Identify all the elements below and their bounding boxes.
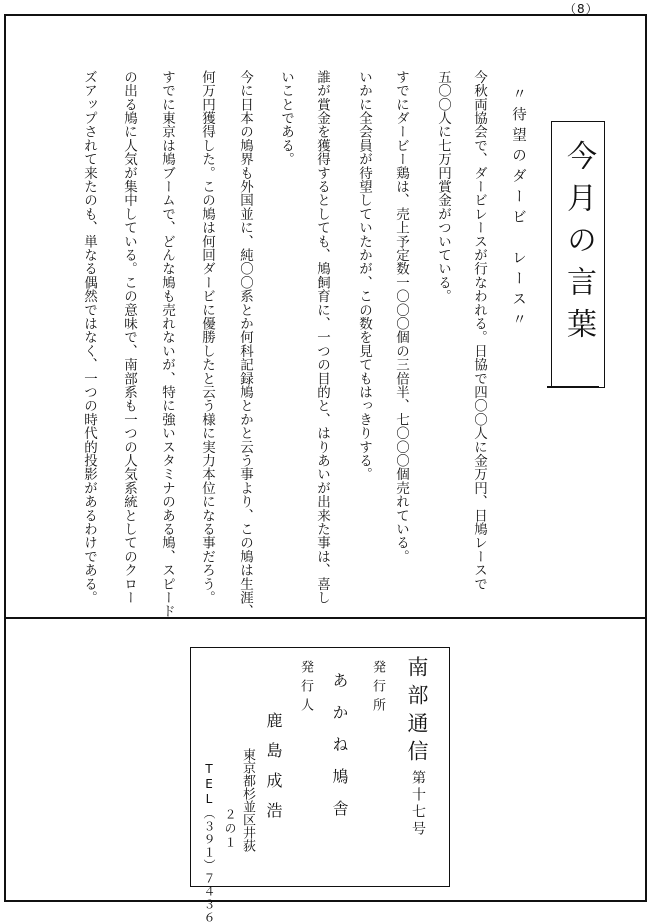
- body-column: 今秋両協会で、ダービレースが行なわれる。日協で四〇〇人に金万円、日鳩レースで: [471, 70, 487, 591]
- body-column: 五〇〇人に七万円賞金がついている。: [435, 70, 451, 303]
- body-column: いことである。: [278, 70, 294, 166]
- body-column: 何万円獲得した。この鳩は何回ダービに優勝したと云う様に実力本位になる事だろう。: [199, 70, 215, 605]
- subheading: 〃待望のダービ レース〃: [510, 86, 526, 332]
- body-column: すでに東京は鳩ブームで、どんな鳩も売れないが、特に強いスタミナのある鳩、スピード: [159, 70, 175, 618]
- issue-number: 第十七号: [410, 770, 426, 838]
- address-number: ２の１: [223, 808, 237, 850]
- body-column: いかに全会員が待望していたかが、この数を見てもはっきりする。: [356, 70, 372, 481]
- page-number: （8）: [564, 2, 599, 16]
- body-column: ズアップされて来たのも、単なる偶然ではなく、一つの時代的投影があるわけである。: [81, 70, 97, 605]
- page-title: 今月の言葉: [561, 140, 596, 350]
- body-column: の出る鳩に人気が集中している。この意味で、南部系も一つの人気系統としてのクロー: [121, 70, 137, 605]
- body-column: すでにダービー鶏は、売上予定数一〇〇〇個の三倍半、七〇〇〇個売れている。: [393, 70, 409, 564]
- section-divider: [4, 617, 647, 619]
- address: 東京都杉並区井荻: [240, 748, 255, 852]
- title-box-shadow: [547, 386, 599, 388]
- body-column: 誰が賞金を獲得するとしても、鳩飼育に、一つの目的と、はりあいが出来た事は、喜し: [314, 70, 330, 605]
- editor-label: 発行人: [298, 660, 313, 717]
- editor-name: 鹿島成浩: [264, 712, 283, 832]
- title-box: [551, 121, 605, 388]
- telephone: TEL（３９１）７４３６: [202, 762, 216, 924]
- publisher-label: 発行所: [370, 660, 385, 717]
- publisher-name: あかね鳩舎: [330, 672, 349, 832]
- body-column: 今に日本の鳩界も外国並に、純〇〇系とか何科記録鳩とかと云う事より、この鳩は生涯、: [237, 70, 253, 618]
- publication-name: 南部通信: [405, 656, 429, 768]
